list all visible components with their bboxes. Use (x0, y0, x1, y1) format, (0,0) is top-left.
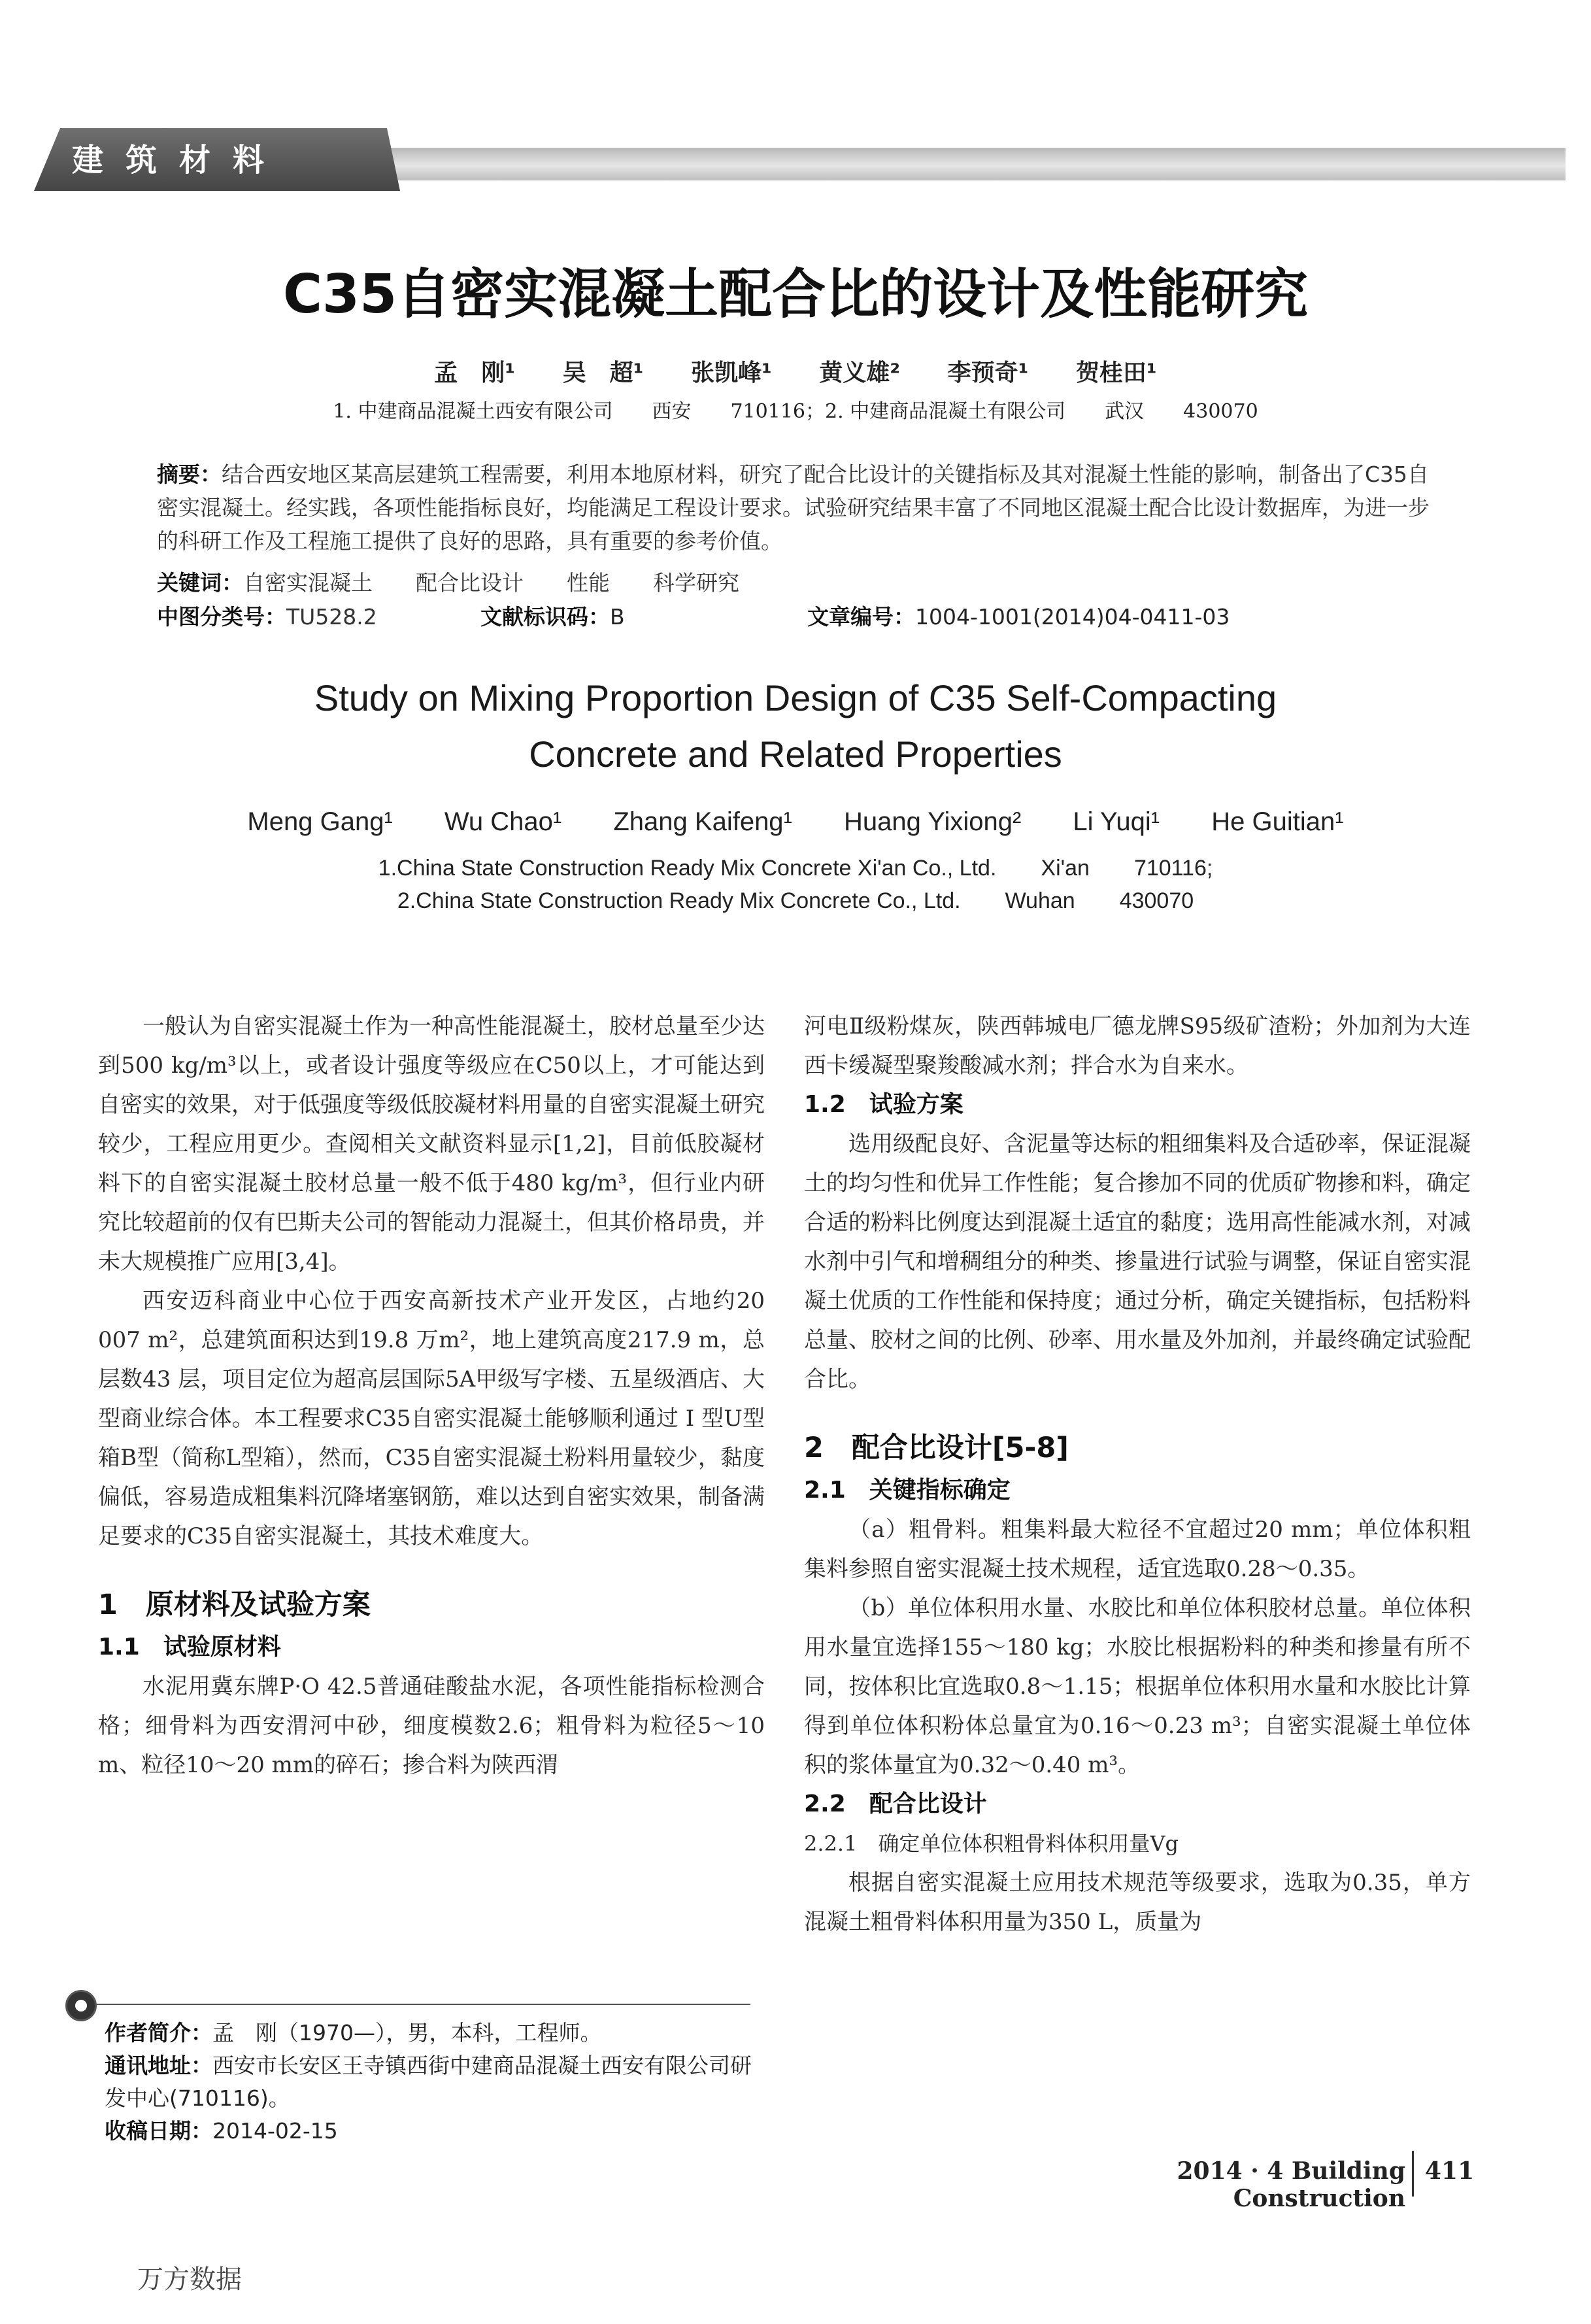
body-paragraph: 水泥用冀东牌P·O 42.5普通硅酸盐水泥，各项性能指标检测合格；细骨料为西安渭河中砂，细度模数2.6；粗骨料为粒径5～10 m、粒径10～20 mm的碎石；掺合料为陕西渭 (98, 1674, 765, 1778)
subsection-heading: 2.2 配合比设计 (804, 1791, 987, 1817)
title-en-line: Study on Mixing Proportion Design of C35 Self-Compacting (314, 677, 1277, 718)
body-paragraph: （a）粗骨料。粗集料最大粒径不宜超过20 mm；单位体积粗集料参照自密实混凝土技术规程，适宜选取0.28～0.35。 (804, 1517, 1471, 1582)
author-cn: 贺桂田¹ (1075, 360, 1157, 386)
right-column (804, 1007, 1471, 1942)
author-cn: 张凯峰¹ (690, 360, 772, 386)
abstract-text: 结合西安地区某高层建筑工程需要，利用本地原材料，研究了配合比设计的关键指标及其对混凝土性能的影响，制备出了C35自密实混凝土。经实践，各项性能指标良好，均能满足工程设计要求。试验研究结果丰富了不同地区混凝土配合比设计数据库，为进一步的科研工作及工程施工提供了良好的思路，具有重要的参考价值。 (157, 462, 1430, 554)
author-cn: 李预奇¹ (947, 360, 1029, 386)
keywords-text: 自密实混凝土 配合比设计 性能 科学研究 (243, 570, 739, 596)
footer-divider (1412, 2151, 1414, 2197)
author-en: Meng Gang¹ (247, 807, 393, 836)
clc-value: TU528.2 (286, 604, 377, 630)
affiliation-cn: 1. 中建商品混凝土西安有限公司 西安 710116；2. 中建商品混凝土有限公司 武汉 430070 (333, 400, 1258, 423)
footnote-text: 孟 刚（1970—），男，本科，工程师。 (212, 2020, 602, 2046)
body-paragraph: 一般认为自密实混凝土作为一种高性能混凝土，胶材总量至少达到500 kg/m³以上，或者设计强度等级应在C50以上，才可能达到自密实的效果，对于低强度等级低胶凝材料用量的自密实混凝土研究较少，工程应用更少。查阅相关文献资料显示[1,2]，目前低胶凝材料下的自密实混凝土胶材总量一般不低于480 kg/m³，但行业内研究比较超前的仅有巴斯夫公司的智能动力混凝土，但其价格昂贵，并未大规模推广应用[3,4]。 (98, 1013, 765, 1275)
author-en: Zhang Kaifeng¹ (613, 807, 792, 836)
article-number (807, 600, 1230, 633)
author-cn: 孟 刚¹ (434, 360, 516, 386)
doc-label: 文献标识码： (480, 604, 610, 630)
body-paragraph: 根据自密实混凝土应用技术规范等级要求，选取为0.35，单方混凝土粗骨料体积用量为350 L，质量为 (804, 1870, 1471, 1935)
title-en (0, 670, 1591, 783)
author-cn: 黄义雄² (819, 360, 901, 386)
header-stripe (353, 148, 1566, 180)
subsection-heading: 1.2 试验方案 (804, 1091, 963, 1118)
clc-label: 中图分类号： (157, 604, 286, 630)
abstract (157, 458, 1438, 558)
section-heading: 1 原材料及试验方案 (98, 1589, 371, 1621)
footnote-author (105, 2017, 758, 2049)
body-paragraph: 河电Ⅱ级粉煤灰，陕西韩城电厂德龙牌S95级矿渣粉；外加剂为大连西卡缓凝型聚羧酸减水剂；拌合水为自来水。 (804, 1013, 1471, 1079)
doc-code (480, 600, 625, 633)
classification-line (157, 600, 1438, 633)
author-en: Li Yuqi¹ (1073, 807, 1160, 836)
abstract-label: 摘要： (157, 462, 222, 487)
section-heading: 2 配合比设计[5-8] (804, 1432, 1069, 1464)
author-en: He Guitian¹ (1211, 807, 1344, 836)
journal-footer: 2014 · 4 Building Construction (1177, 2157, 1405, 2212)
footnote-address (105, 2049, 758, 2115)
keywords (157, 566, 1438, 599)
footnote-label: 通讯地址： (105, 2053, 212, 2078)
affiliation-en-1: 1.China State Construction Ready Mix Concrete Xi'an Co., Ltd. Xi'an 710116; (378, 856, 1213, 881)
footnote-date (105, 2115, 758, 2147)
author-en: Wu Chao¹ (444, 807, 562, 836)
subsection-heading: 1.1 试验原材料 (98, 1634, 281, 1660)
footnote-label: 收稿日期： (105, 2118, 212, 2144)
doc-value: B (610, 604, 625, 630)
affiliation-en-2: 2.China State Construction Ready Mix Concrete Co., Ltd. Wuhan 430070 (397, 888, 1194, 913)
keywords-label: 关键词： (157, 570, 243, 596)
footnote-text: 西安市长安区王寺镇西街中建商品混凝土西安有限公司研发中心(710116)。 (105, 2053, 752, 2111)
authors-cn (0, 354, 1591, 388)
watermark: 万方数据 (137, 2265, 242, 2295)
subsubsection-heading: 2.2.1 确定单位体积粗骨料体积用量Vg (804, 1831, 1179, 1856)
title-cn: C35自密实混凝土配合比的设计及性能研究 (282, 263, 1309, 326)
page-number: 411 (1425, 2157, 1475, 2185)
left-column (98, 1007, 765, 1785)
author-cn: 吴 超¹ (562, 360, 644, 386)
body-paragraph: （b）单位体积用水量、水胶比和单位体积胶材总量。单位体积用水量宜选择155～180 kg；水胶比根据粉料的种类和掺量有所不同，按体积比宜选取0.8～1.15；根据单位体积用水量和水胶比计算得到单位体积粉体总量宜为0.16～0.23 m³；自密实混凝土单位体积的浆体量宜为0.32～0.40 m³。 (804, 1595, 1471, 1778)
subsection-heading: 2.1 关键指标确定 (804, 1477, 1011, 1504)
footnote-rule (71, 2004, 750, 2005)
article-label: 文章编号： (807, 604, 915, 630)
footnote-circle-icon (65, 1990, 97, 2021)
author-en: Huang Yixiong² (844, 807, 1022, 836)
body-paragraph: 选用级配良好、含泥量等达标的粗细集料及合适砂率，保证混凝土的均匀性和优异工作性能；复合掺加不同的优质矿物掺和料，确定合适的粉料比例度达到混凝土适宜的黏度；选用高性能减水剂，对减水剂中引气和增稠组分的种类、掺量进行试验与调整，保证自密实混凝土优质的工作性能和保持度；通过分析，确定关键指标，包括粉料总量、胶材之间的比例、砂率、用水量及外加剂，并最终确定试验配合比。 (804, 1131, 1471, 1392)
article-value: 1004-1001(2014)04-0411-03 (915, 604, 1230, 630)
footnote-label: 作者简介： (105, 2020, 212, 2046)
authors-en (0, 807, 1591, 837)
footnote-text: 2014-02-15 (212, 2118, 338, 2144)
section-label: 建筑材料 (72, 142, 287, 178)
body-paragraph: 西安迈科商业中心位于西安高新技术产业开发区，占地约20 007 m²，总建筑面积达到19.8 万m²，地上建筑高度217.9 m，总层数43 层，项目定位为超高层国际5A甲级写字楼、五星级酒店、大型商业综合体。本工程要求C35自密实混凝土能够顺利通过 I 型U型箱B型（简称L型箱），然而，C35自密实混凝土粉料用量较少，黏度偏低，容易造成粗集料沉降堵塞钢筋，难以达到自密实效果，制备满足要求的C35自密实混凝土，其技术难度大。 (98, 1288, 765, 1549)
title-en-line: Concrete and Related Properties (529, 733, 1062, 775)
